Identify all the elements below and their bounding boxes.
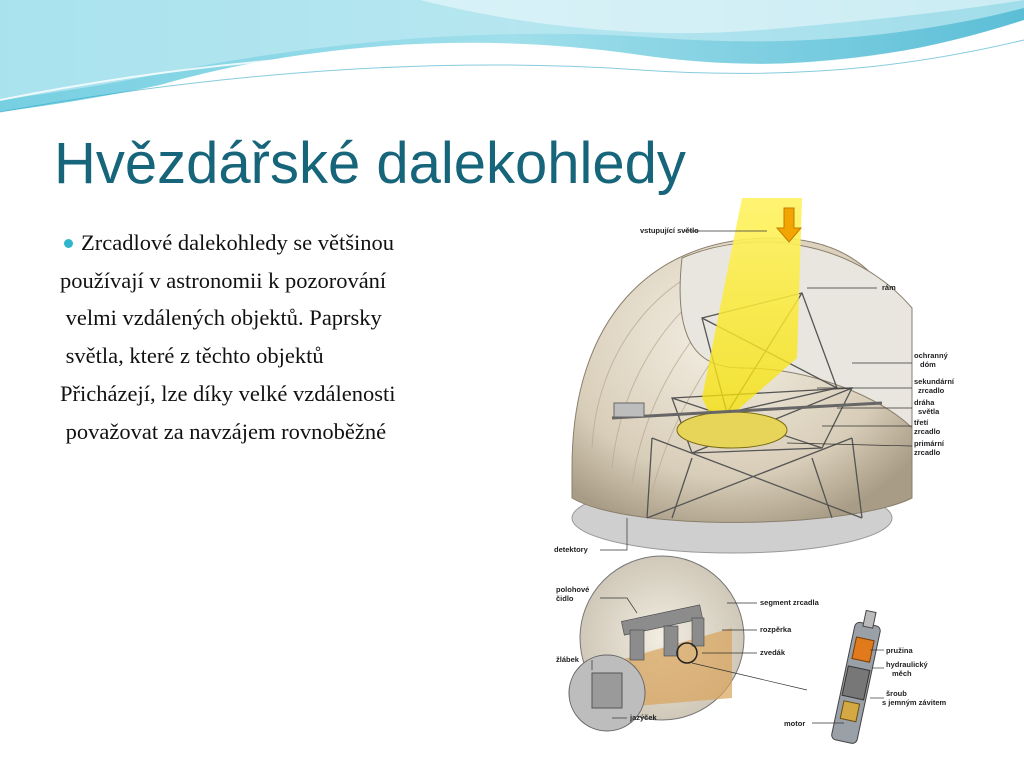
body-line: světla, které z těchto objektů xyxy=(60,343,324,369)
label-rozporka: rozpěrka xyxy=(760,625,792,634)
label-zrcadlo-1: zrcadlo xyxy=(918,386,945,395)
label-zvedak: zvedák xyxy=(760,648,786,657)
label-ram: rám xyxy=(882,283,896,292)
telescope-diagram xyxy=(552,198,964,746)
label-zlabek: žlábek xyxy=(556,655,579,664)
label-treti: třetí xyxy=(914,418,929,427)
body-line: považovat za navzájem rovnoběžné xyxy=(60,418,387,444)
label-sekundarni: sekundární xyxy=(914,377,955,386)
body-paragraph xyxy=(60,224,540,450)
body-line: Přicházejí, lze díky velké vzdálenosti xyxy=(60,380,396,406)
header-wave-decoration xyxy=(0,0,1024,120)
label-zrcadlo-2: zrcadlo xyxy=(914,427,941,436)
body-line-text: Zrcadlové dalekohledy se většinou xyxy=(81,230,395,255)
label-jazycek: jazýček xyxy=(630,713,657,722)
body-line xyxy=(60,224,540,262)
body-line: používají v astronomii k pozorování xyxy=(60,267,387,293)
label-pruzina: pružina xyxy=(886,646,913,655)
label-primarni: primární xyxy=(914,439,945,448)
label-detektory: detektory xyxy=(554,545,588,554)
label-vstupujici-svetlo: vstupující světlo xyxy=(640,226,699,235)
label-ochranny: ochranný xyxy=(914,351,948,360)
label-dom: dóm xyxy=(920,360,936,369)
bullet-icon xyxy=(64,239,73,248)
slide-title: Hvězdářské dalekohledy xyxy=(54,131,686,196)
label-mech: měch xyxy=(892,669,912,678)
label-s-jemnym-zavitem: s jemným závitem xyxy=(882,698,947,707)
label-zrcadlo-3: zrcadlo xyxy=(914,448,941,457)
label-sroub: šroub xyxy=(886,689,907,698)
label-draha: dráha xyxy=(914,398,935,407)
label-motor: motor xyxy=(784,719,806,728)
label-hydraulicky: hydraulický xyxy=(886,660,928,669)
label-cidlo: čidlo xyxy=(556,594,574,603)
label-svetla: světla xyxy=(918,407,940,416)
label-polohove: polohové xyxy=(556,585,590,594)
body-line: velmi vzdálených objektů. Paprsky xyxy=(60,305,382,331)
label-segment-zrcadla: segment zrcadla xyxy=(760,598,819,607)
